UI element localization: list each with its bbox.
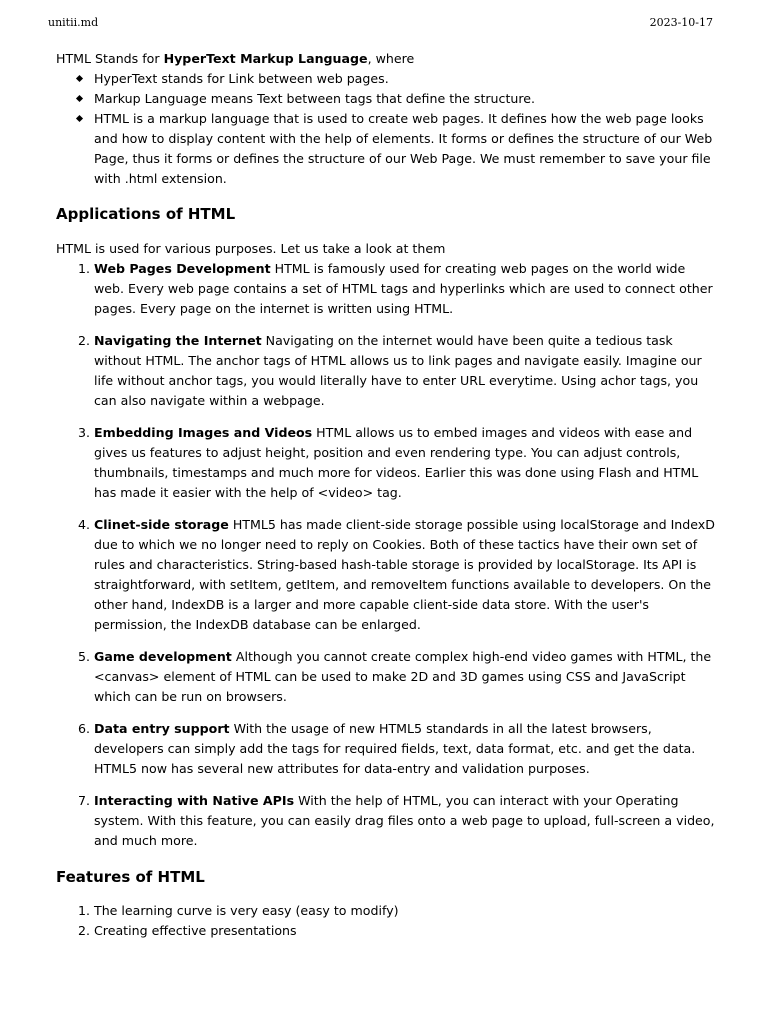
item-text: With the help of HTML, you can interact with your Operating system. With this feature, you can easily drag files onto a web page to upload, full-screen a video, and much more. <box>94 793 715 848</box>
item-text: HTML5 has made client-side storage possible using localStorage and IndexD due to which we no longer need to reply on Cookies. Both of these tactics have their own set of rules and characteristics. String-based hash-table storage is provided by localStorage. Its API is straightforward, with setItem, getItem, and removeItem functions available to developers. On the other hand, IndexDB is a larger and more capable client-side data store. With the user's permission, the IndexDB database can be enlarged. <box>94 517 715 632</box>
intro-prefix: HTML Stands for <box>56 51 164 66</box>
item-title: Game development <box>94 649 232 664</box>
list-item <box>94 423 716 503</box>
list-item <box>94 791 716 851</box>
item-title: Navigating the Internet <box>94 333 262 348</box>
item-text: Navigating on the internet would have been quite a tedious task without HTML. The anchor tags of HTML allows us to link pages and navigate easily. Imagine our life without anchor tags, you would literally have to enter URL everytime. Using achor tags, you can also navigate within a webpage. <box>94 333 702 408</box>
document-filename: unitii.md <box>48 16 99 29</box>
applications-intro: HTML is used for various purposes. Let us take a look at them <box>56 241 446 256</box>
list-item <box>94 647 716 707</box>
intro-suffix: , where <box>367 51 415 66</box>
list-item <box>94 719 716 779</box>
item-text: HTML is famously used for creating web pages on the world wide web. Every web page contains a set of HTML tags and hyperlinks which are used to connect other pages. Every page on the internet is written using HTML. <box>94 261 713 316</box>
list-item <box>94 331 716 411</box>
features-heading: Features of HTML <box>56 868 205 886</box>
item-title: Data entry support <box>94 721 230 736</box>
list-item: Markup Language means Text between tags that define the structure. <box>94 89 716 109</box>
list-item: HTML is a markup language that is used to create web pages. It defines how the web page looks and how to display content with the help of elements. It forms or defines the structure of our Web Page, thus it forms or defines the structure of our Web Page. We must remember to save your file with .html extension. <box>94 109 716 189</box>
intro-term: HyperText Markup Language <box>163 51 368 66</box>
document-date: 2023-10-17 <box>649 16 713 29</box>
applications-heading: Applications of HTML <box>56 205 236 223</box>
features-list <box>56 901 716 941</box>
item-text: With the usage of new HTML5 standards in all the latest browsers, developers can simply add the tags for required fields, text, data format, etc. and get the data. HTML5 now has several new attributes for data-entry and validation purposes. <box>94 721 696 776</box>
item-title: Clinet-side storage <box>94 517 229 532</box>
document-body <box>56 49 716 941</box>
item-title: Web Pages Development <box>94 261 271 276</box>
item-text: HTML allows us to embed images and videos with ease and gives us features to adjust height, position and even rendering type. You can adjust controls, thumbnails, timestamps and much more for videos. Earlier this was done using Flash and HTML has made it easier with the help of <video> tag. <box>94 425 699 500</box>
page-header <box>48 16 713 32</box>
item-text: Although you cannot create complex high-end video games with HTML, the <canvas> element of HTML can be used to make 2D and 3D games using CSS and JavaScript which can be run on browsers. <box>94 649 712 704</box>
intro-paragraph <box>56 49 716 69</box>
list-item: 2. Creating effective presentations <box>94 921 716 941</box>
item-title: Interacting with Native APIs <box>94 793 295 808</box>
list-item <box>94 259 716 319</box>
item-title: Embedding Images and Videos <box>94 425 313 440</box>
list-item: HyperText stands for Link between web pages. <box>94 69 716 89</box>
applications-list <box>56 259 716 851</box>
definition-list <box>56 69 716 189</box>
list-item <box>94 515 716 635</box>
list-item: 1. The learning curve is very easy (easy to modify) <box>94 901 716 921</box>
